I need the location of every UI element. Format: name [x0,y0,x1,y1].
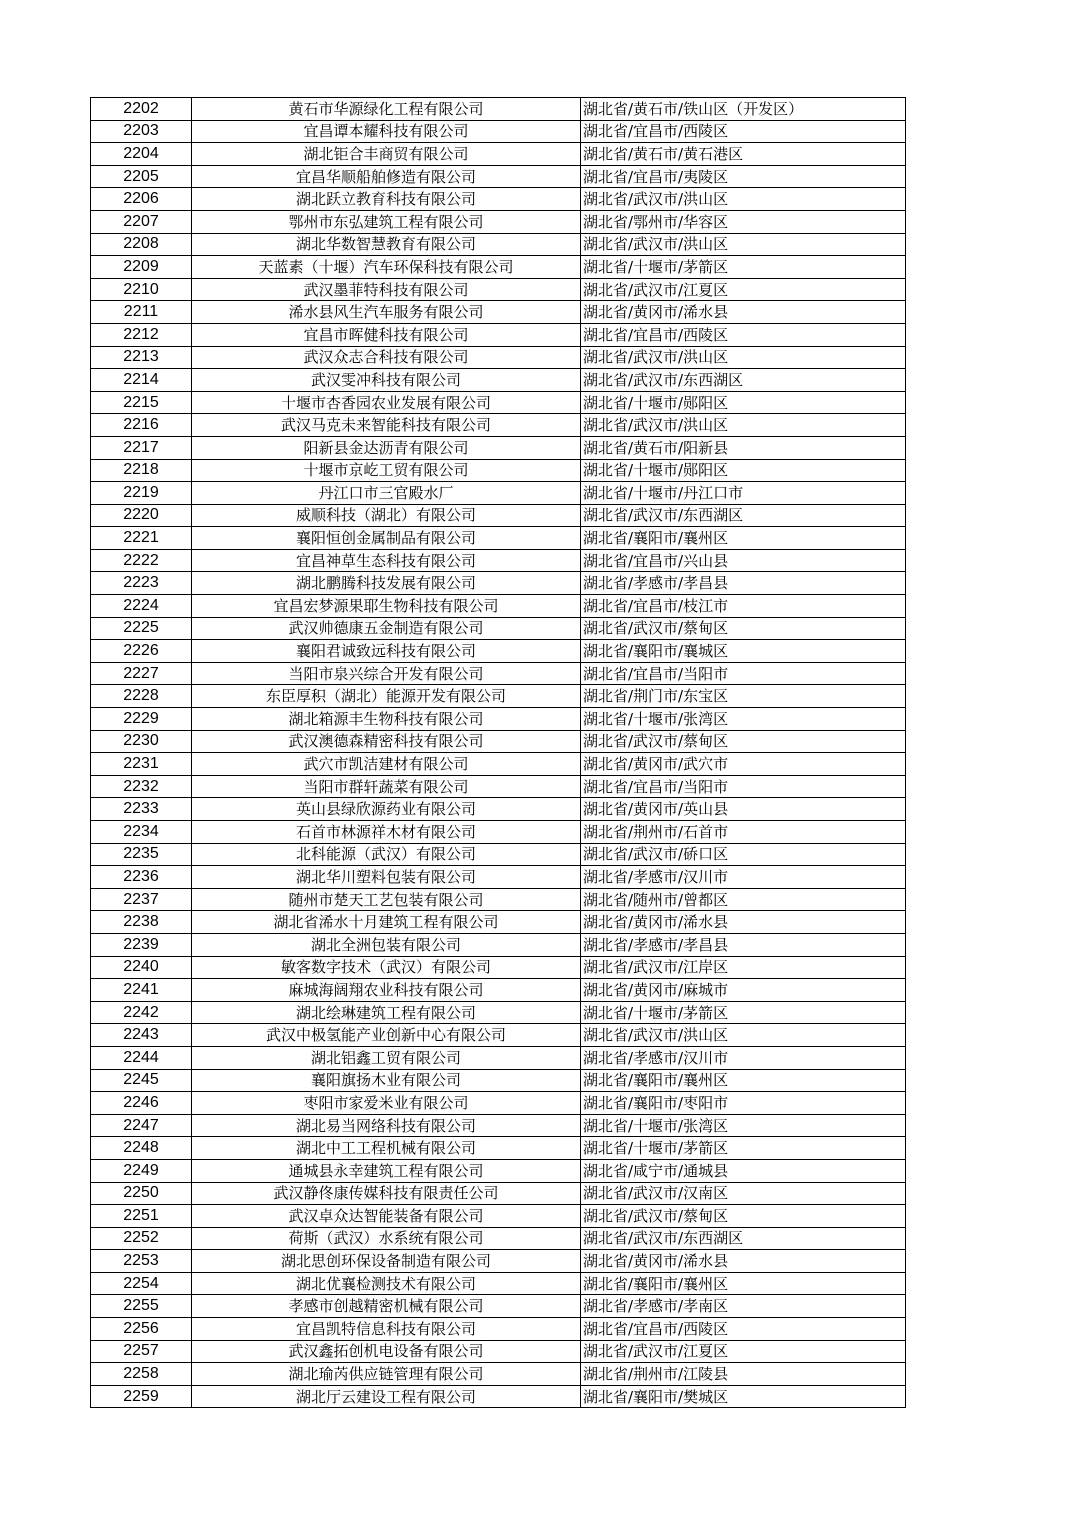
row-number-cell: 2225 [91,617,192,640]
row-number-cell: 2226 [91,640,192,663]
region-cell: 湖北省/荆门市/东宝区 [581,685,906,708]
table-row [91,595,906,618]
table-row [91,301,906,324]
company-name-cell: 武汉鑫拓创机电设备有限公司 [192,1340,581,1363]
row-number-cell: 2249 [91,1159,192,1182]
company-name-cell: 北科能源（武汉）有限公司 [192,843,581,866]
row-number-cell: 2208 [91,233,192,256]
table-row [91,888,906,911]
row-number-cell: 2215 [91,391,192,414]
row-number-cell: 2239 [91,933,192,956]
region-cell: 湖北省/襄阳市/襄州区 [581,527,906,550]
row-number-cell: 2235 [91,843,192,866]
company-name-cell: 湖北箱源丰生物科技有限公司 [192,708,581,731]
row-number-cell: 2224 [91,595,192,618]
company-name-cell: 湖北中工工程机械有限公司 [192,1137,581,1160]
table-row [91,821,906,844]
region-cell: 湖北省/襄阳市/襄城区 [581,640,906,663]
region-cell: 湖北省/武汉市/汉南区 [581,1182,906,1205]
company-name-cell: 东臣厚积（湖北）能源开发有限公司 [192,685,581,708]
row-number-cell: 2222 [91,549,192,572]
company-name-cell: 湖北钜合丰商贸有限公司 [192,143,581,166]
company-name-cell: 武穴市凯洁建材有限公司 [192,753,581,776]
row-number-cell: 2237 [91,888,192,911]
row-number-cell: 2247 [91,1114,192,1137]
row-number-cell: 2234 [91,821,192,844]
row-number-cell: 2243 [91,1024,192,1047]
row-number-cell: 2218 [91,459,192,482]
table-row [91,120,906,143]
company-name-cell: 武汉中极氢能产业创新中心有限公司 [192,1024,581,1047]
region-cell: 湖北省/十堰市/茅箭区 [581,256,906,279]
company-list-body [91,98,906,1408]
region-cell: 湖北省/武汉市/洪山区 [581,1024,906,1047]
region-cell: 湖北省/随州市/曾都区 [581,888,906,911]
row-number-cell: 2238 [91,911,192,934]
row-number-cell: 2230 [91,730,192,753]
region-cell: 湖北省/襄阳市/樊城区 [581,1385,906,1408]
table-row [91,98,906,121]
table-row [91,1385,906,1408]
region-cell: 湖北省/黄冈市/武穴市 [581,753,906,776]
region-cell: 湖北省/武汉市/蔡甸区 [581,1205,906,1228]
table-row [91,1046,906,1069]
company-name-cell: 英山县绿欣源药业有限公司 [192,798,581,821]
row-number-cell: 2203 [91,120,192,143]
company-name-cell: 孝感市创越精密机械有限公司 [192,1295,581,1318]
company-name-cell: 湖北跃立教育科技有限公司 [192,188,581,211]
company-name-cell: 宜昌谭本耀科技有限公司 [192,120,581,143]
region-cell: 湖北省/黄冈市/浠水县 [581,911,906,934]
company-name-cell: 武汉马克未来智能科技有限公司 [192,414,581,437]
company-name-cell: 湖北铝鑫工贸有限公司 [192,1046,581,1069]
table-row [91,843,906,866]
table-row [91,1137,906,1160]
region-cell: 湖北省/十堰市/郧阳区 [581,391,906,414]
row-number-cell: 2254 [91,1272,192,1295]
company-name-cell: 宜昌华顺船舶修造有限公司 [192,165,581,188]
company-name-cell: 当阳市泉兴综合开发有限公司 [192,662,581,685]
region-cell: 湖北省/黄冈市/英山县 [581,798,906,821]
company-name-cell: 襄阳君诚致远科技有限公司 [192,640,581,663]
table-row [91,798,906,821]
table-row [91,753,906,776]
row-number-cell: 2209 [91,256,192,279]
region-cell: 湖北省/宜昌市/当阳市 [581,662,906,685]
region-cell: 湖北省/荆州市/江陵县 [581,1363,906,1386]
table-row [91,188,906,211]
row-number-cell: 2202 [91,98,192,121]
table-row [91,1092,906,1115]
row-number-cell: 2223 [91,572,192,595]
region-cell: 湖北省/武汉市/蔡甸区 [581,617,906,640]
region-cell: 湖北省/黄冈市/浠水县 [581,301,906,324]
company-name-cell: 麻城海阔翔农业科技有限公司 [192,979,581,1002]
table-row [91,979,906,1002]
region-cell: 湖北省/孝感市/孝昌县 [581,572,906,595]
region-cell: 湖北省/武汉市/江夏区 [581,1340,906,1363]
row-number-cell: 2227 [91,662,192,685]
region-cell: 湖北省/宜昌市/西陵区 [581,323,906,346]
table-row [91,1205,906,1228]
row-number-cell: 2212 [91,323,192,346]
company-name-cell: 宜昌凯特信息科技有限公司 [192,1318,581,1341]
table-row [91,730,906,753]
table-row [91,1024,906,1047]
region-cell: 湖北省/黄冈市/浠水县 [581,1250,906,1273]
row-number-cell: 2233 [91,798,192,821]
region-cell: 湖北省/宜昌市/当阳市 [581,775,906,798]
region-cell: 湖北省/武汉市/江岸区 [581,956,906,979]
row-number-cell: 2246 [91,1092,192,1115]
company-name-cell: 湖北绘琳建筑工程有限公司 [192,1001,581,1024]
region-cell: 湖北省/孝感市/孝昌县 [581,933,906,956]
company-name-cell: 湖北思创环保设备制造有限公司 [192,1250,581,1273]
region-cell: 湖北省/武汉市/东西湖区 [581,504,906,527]
table-row [91,527,906,550]
table-row [91,482,906,505]
table-row [91,278,906,301]
row-number-cell: 2231 [91,753,192,776]
region-cell: 湖北省/孝感市/孝南区 [581,1295,906,1318]
row-number-cell: 2216 [91,414,192,437]
table-row [91,775,906,798]
table-row [91,233,906,256]
company-name-cell: 武汉众志合科技有限公司 [192,346,581,369]
row-number-cell: 2241 [91,979,192,1002]
company-name-cell: 石首市林源祥木材有限公司 [192,821,581,844]
table-row [91,1363,906,1386]
company-name-cell: 湖北全洲包装有限公司 [192,933,581,956]
row-number-cell: 2219 [91,482,192,505]
table-row [91,911,906,934]
region-cell: 湖北省/十堰市/茅箭区 [581,1001,906,1024]
table-row [91,1001,906,1024]
region-cell: 湖北省/咸宁市/通城县 [581,1159,906,1182]
company-name-cell: 天蓝素（十堰）汽车环保科技有限公司 [192,256,581,279]
region-cell: 湖北省/黄石市/阳新县 [581,436,906,459]
region-cell: 湖北省/襄阳市/襄州区 [581,1272,906,1295]
row-number-cell: 2206 [91,188,192,211]
row-number-cell: 2213 [91,346,192,369]
region-cell: 湖北省/鄂州市/华容区 [581,210,906,233]
company-name-cell: 武汉澳德森精密科技有限公司 [192,730,581,753]
company-name-cell: 敏客数字技术（武汉）有限公司 [192,956,581,979]
table-row [91,165,906,188]
table-row [91,143,906,166]
region-cell: 湖北省/武汉市/硚口区 [581,843,906,866]
table-row [91,1182,906,1205]
region-cell: 湖北省/宜昌市/西陵区 [581,120,906,143]
company-name-cell: 荷斯（武汉）水系统有限公司 [192,1227,581,1250]
table-row [91,866,906,889]
table-row [91,391,906,414]
row-number-cell: 2256 [91,1318,192,1341]
row-number-cell: 2253 [91,1250,192,1273]
table-row [91,1227,906,1250]
region-cell: 湖北省/荆州市/石首市 [581,821,906,844]
row-number-cell: 2204 [91,143,192,166]
table-row [91,933,906,956]
row-number-cell: 2252 [91,1227,192,1250]
region-cell: 湖北省/黄冈市/麻城市 [581,979,906,1002]
region-cell: 湖北省/武汉市/洪山区 [581,346,906,369]
region-cell: 湖北省/武汉市/洪山区 [581,188,906,211]
region-cell: 湖北省/十堰市/茅箭区 [581,1137,906,1160]
company-name-cell: 湖北易当网络科技有限公司 [192,1114,581,1137]
table-row [91,617,906,640]
row-number-cell: 2217 [91,436,192,459]
row-number-cell: 2248 [91,1137,192,1160]
region-cell: 湖北省/宜昌市/西陵区 [581,1318,906,1341]
row-number-cell: 2205 [91,165,192,188]
company-name-cell: 襄阳旗扬木业有限公司 [192,1069,581,1092]
region-cell: 湖北省/宜昌市/兴山县 [581,549,906,572]
row-number-cell: 2240 [91,956,192,979]
region-cell: 湖北省/十堰市/张湾区 [581,708,906,731]
table-row [91,572,906,595]
table-row [91,504,906,527]
company-name-cell: 湖北优襄检测技术有限公司 [192,1272,581,1295]
region-cell: 湖北省/宜昌市/枝江市 [581,595,906,618]
company-name-cell: 湖北华川塑料包装有限公司 [192,866,581,889]
company-name-cell: 宜昌宏梦源果耶生物科技有限公司 [192,595,581,618]
row-number-cell: 2232 [91,775,192,798]
region-cell: 湖北省/武汉市/洪山区 [581,414,906,437]
row-number-cell: 2210 [91,278,192,301]
table-row [91,640,906,663]
company-name-cell: 丹江口市三官殿水厂 [192,482,581,505]
row-number-cell: 2255 [91,1295,192,1318]
table-row [91,1272,906,1295]
row-number-cell: 2250 [91,1182,192,1205]
region-cell: 湖北省/襄阳市/襄州区 [581,1069,906,1092]
row-number-cell: 2245 [91,1069,192,1092]
company-name-cell: 湖北厅云建设工程有限公司 [192,1385,581,1408]
table-row [91,1069,906,1092]
row-number-cell: 2257 [91,1340,192,1363]
company-name-cell: 武汉静佟康传媒科技有限责任公司 [192,1182,581,1205]
table-row [91,956,906,979]
table-row [91,1159,906,1182]
company-list-table [90,97,906,1408]
company-name-cell: 枣阳市家爱米业有限公司 [192,1092,581,1115]
company-name-cell: 通城县永幸建筑工程有限公司 [192,1159,581,1182]
table-row [91,662,906,685]
region-cell: 湖北省/武汉市/东西湖区 [581,369,906,392]
row-number-cell: 2207 [91,210,192,233]
company-name-cell: 宜昌市晖健科技有限公司 [192,323,581,346]
row-number-cell: 2229 [91,708,192,731]
company-name-cell: 随州市楚天工艺包装有限公司 [192,888,581,911]
row-number-cell: 2220 [91,504,192,527]
table-row [91,323,906,346]
table-row [91,1250,906,1273]
company-name-cell: 威顺科技（湖北）有限公司 [192,504,581,527]
region-cell: 湖北省/十堰市/丹江口市 [581,482,906,505]
company-name-cell: 阳新县金达沥青有限公司 [192,436,581,459]
row-number-cell: 2251 [91,1205,192,1228]
company-name-cell: 湖北省浠水十月建筑工程有限公司 [192,911,581,934]
region-cell: 湖北省/武汉市/江夏区 [581,278,906,301]
company-name-cell: 浠水县风生汽车服务有限公司 [192,301,581,324]
region-cell: 湖北省/武汉市/蔡甸区 [581,730,906,753]
table-row [91,414,906,437]
row-number-cell: 2211 [91,301,192,324]
region-cell: 湖北省/孝感市/汉川市 [581,866,906,889]
row-number-cell: 2236 [91,866,192,889]
table-row [91,549,906,572]
company-name-cell: 黄石市华源绿化工程有限公司 [192,98,581,121]
region-cell: 湖北省/宜昌市/夷陵区 [581,165,906,188]
company-name-cell: 武汉帅德康五金制造有限公司 [192,617,581,640]
table-row [91,459,906,482]
region-cell: 湖北省/襄阳市/枣阳市 [581,1092,906,1115]
region-cell: 湖北省/武汉市/洪山区 [581,233,906,256]
company-name-cell: 湖北华数智慧教育有限公司 [192,233,581,256]
table-row [91,369,906,392]
table-row [91,1340,906,1363]
region-cell: 湖北省/十堰市/张湾区 [581,1114,906,1137]
region-cell: 湖北省/武汉市/东西湖区 [581,1227,906,1250]
company-name-cell: 武汉卓众达智能装备有限公司 [192,1205,581,1228]
company-name-cell: 宜昌神草生态科技有限公司 [192,549,581,572]
region-cell: 湖北省/十堰市/郧阳区 [581,459,906,482]
table-row [91,1114,906,1137]
region-cell: 湖北省/孝感市/汉川市 [581,1046,906,1069]
company-name-cell: 十堰市京屹工贸有限公司 [192,459,581,482]
table-row [91,708,906,731]
company-name-cell: 湖北瑜芮供应链管理有限公司 [192,1363,581,1386]
row-number-cell: 2214 [91,369,192,392]
company-name-cell: 当阳市群轩蔬菜有限公司 [192,775,581,798]
company-name-cell: 鄂州市东弘建筑工程有限公司 [192,210,581,233]
table-row [91,1318,906,1341]
table-row [91,685,906,708]
company-name-cell: 武汉墨菲特科技有限公司 [192,278,581,301]
table-row [91,1295,906,1318]
row-number-cell: 2244 [91,1046,192,1069]
company-name-cell: 武汉雯冲科技有限公司 [192,369,581,392]
table-row [91,436,906,459]
region-cell: 湖北省/黄石市/黄石港区 [581,143,906,166]
table-row [91,346,906,369]
company-name-cell: 十堰市杏香园农业发展有限公司 [192,391,581,414]
table-row [91,256,906,279]
table-row [91,210,906,233]
company-name-cell: 湖北鹏腾科技发展有限公司 [192,572,581,595]
row-number-cell: 2259 [91,1385,192,1408]
row-number-cell: 2258 [91,1363,192,1386]
company-name-cell: 襄阳恒创金属制品有限公司 [192,527,581,550]
row-number-cell: 2228 [91,685,192,708]
region-cell: 湖北省/黄石市/铁山区（开发区） [581,98,906,121]
row-number-cell: 2221 [91,527,192,550]
row-number-cell: 2242 [91,1001,192,1024]
